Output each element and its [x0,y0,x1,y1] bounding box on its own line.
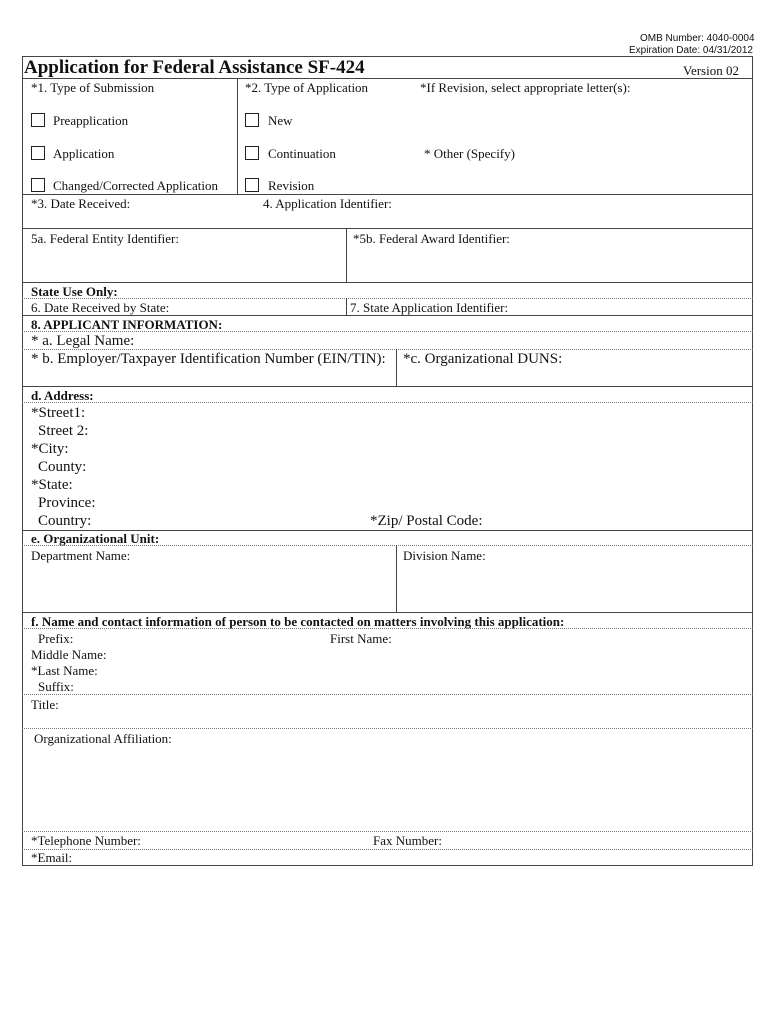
divider [22,402,753,403]
prefix-label[interactable]: Prefix: [38,631,74,646]
fax-label[interactable]: Fax Number: [373,833,442,848]
continuation-label: Continuation [268,146,336,161]
organizational-affiliation-label[interactable]: Organizational Affiliation: [34,731,172,746]
divider [346,298,347,315]
changed-corrected-checkbox[interactable] [31,178,45,192]
division-name-label[interactable]: Division Name: [403,548,486,563]
state-use-heading: State Use Only: [31,284,118,299]
preapplication-label: Preapplication [53,113,129,128]
zip-label[interactable]: *Zip/ Postal Code: [370,513,483,529]
divider [22,728,753,729]
legal-name-label[interactable]: * a. Legal Name: [31,333,135,349]
federal-award-identifier-label[interactable]: *5b. Federal Award Identifier: [353,231,510,246]
revision-label: Revision [268,178,315,193]
continuation-checkbox[interactable] [245,146,259,160]
omb-number: OMB Number: 4040-0004 [640,33,755,44]
state-label[interactable]: *State: [31,477,73,493]
first-name-label[interactable]: First Name: [330,631,392,646]
divider [237,78,238,194]
applicant-information-heading: 8. APPLICANT INFORMATION: [31,317,223,332]
divider [22,228,753,229]
suffix-label[interactable]: Suffix: [38,679,74,694]
street1-label[interactable]: *Street1: [31,405,86,421]
divider [22,331,753,332]
preapplication-checkbox[interactable] [31,113,45,127]
form-version: Version 02 [683,63,739,78]
email-label[interactable]: *Email: [31,850,73,865]
street2-label[interactable]: Street 2: [38,423,89,439]
divider [346,228,347,282]
revision-note: *If Revision, select appropriate letter(s): [420,80,631,95]
ein-label[interactable]: * b. Employer/Taxpayer Identification Number (EIN/TIN): [31,351,386,367]
divider [22,612,753,613]
province-label[interactable]: Province: [38,495,96,511]
divider [22,282,753,283]
divider [22,78,753,79]
divider [396,349,397,386]
type-of-application-label: *2. Type of Application [245,80,369,95]
city-label[interactable]: *City: [31,441,69,457]
middle-name-label[interactable]: Middle Name: [31,647,107,662]
divider [22,628,753,629]
expiration-date: Expiration Date: 04/31/2012 [629,45,753,56]
federal-entity-identifier-label[interactable]: 5a. Federal Entity Identifier: [31,231,180,246]
telephone-label[interactable]: *Telephone Number: [31,833,141,848]
address-heading: d. Address: [31,388,94,403]
date-received-label[interactable]: *3. Date Received: [31,196,131,211]
type-of-submission-label: *1. Type of Submission [31,80,155,95]
divider [22,849,753,850]
application-checkbox[interactable] [31,146,45,160]
state-application-identifier-label[interactable]: 7. State Application Identifier: [350,300,509,315]
duns-label[interactable]: *c. Organizational DUNS: [403,351,563,367]
divider [22,298,753,299]
new-label: New [268,113,293,128]
new-checkbox[interactable] [245,113,259,127]
county-label[interactable]: County: [38,459,87,475]
divider [396,545,397,612]
date-received-by-state-label[interactable]: 6. Date Received by State: [31,300,170,315]
changed-corrected-label: Changed/Corrected Application [53,178,218,193]
divider [22,386,753,387]
other-specify-label: * Other (Specify) [424,146,515,161]
form-title: Application for Federal Assistance SF-424 [24,57,365,78]
divider [22,831,753,832]
country-label[interactable]: Country: [38,513,92,529]
title-label[interactable]: Title: [31,697,59,712]
contact-heading: f. Name and contact information of person to be contacted on matters involving this application: [31,614,565,629]
revision-checkbox[interactable] [245,178,259,192]
organizational-unit-heading: e. Organizational Unit: [31,531,160,546]
department-name-label[interactable]: Department Name: [31,548,131,563]
application-label: Application [53,146,115,161]
divider [22,194,753,195]
divider [22,315,753,316]
divider [22,349,753,350]
divider [22,545,753,546]
last-name-label[interactable]: *Last Name: [31,663,98,678]
application-identifier-label[interactable]: 4. Application Identifier: [263,196,392,211]
divider [22,694,753,695]
